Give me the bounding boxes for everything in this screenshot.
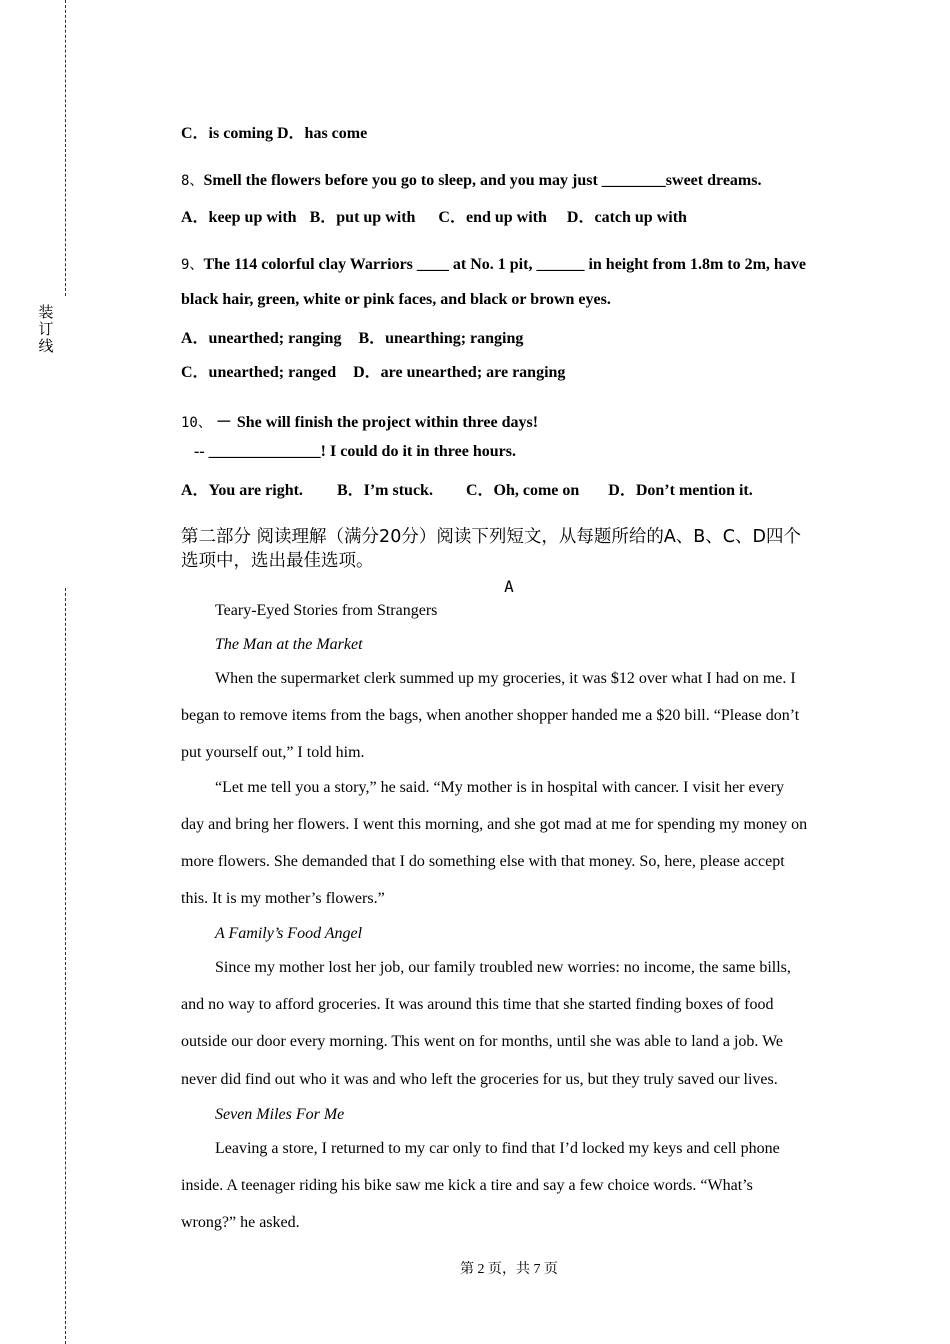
q7-options-cd: C．is coming D．has come bbox=[181, 125, 368, 142]
passage-letter: A bbox=[504, 577, 514, 596]
q9-options-ab bbox=[181, 325, 523, 348]
question-stem: The 114 colorful clay Warriors ____ at No. 1 pit, ______ in height from 1.8m to 2m, have bbox=[203, 256, 806, 273]
option-a: A．unearthed; ranging bbox=[181, 330, 342, 347]
option-c: C．end up with bbox=[438, 209, 547, 226]
paragraph-line: day and bring her flowers. I went this morning, and she got mad at me for spending my money on bbox=[181, 816, 808, 833]
binding-dashed-line-top bbox=[65, 0, 66, 296]
paragraph-line: “Let me tell you a story,” he said. “My mother is in hospital with cancer. I visit her every bbox=[215, 779, 785, 796]
question-number: 8、 bbox=[181, 173, 204, 189]
binding-char: 装 bbox=[38, 303, 54, 321]
passage-title: Teary-Eyed Stories from Strangers bbox=[215, 602, 438, 619]
paragraph-line: inside. A teenager riding his bike saw me kick a tire and say a few choice words. “What’s bbox=[181, 1177, 753, 1194]
paragraph-line: When the supermarket clerk summed up my groceries, it was $12 over what I had on me. I bbox=[215, 670, 796, 687]
option-b: B．unearthing; ranging bbox=[358, 330, 524, 347]
binding-char: 订 bbox=[38, 320, 54, 338]
story-title: The Man at the Market bbox=[215, 636, 363, 653]
paragraph-line: this. It is my mother’s flowers.” bbox=[181, 890, 385, 907]
page-footer: 第 2 页，共 7 页 bbox=[460, 1262, 558, 1277]
question-number: 9、 bbox=[181, 257, 204, 273]
q10-line2: -- ______________! I could do it in three hours. bbox=[194, 443, 516, 460]
q10-line1 bbox=[181, 409, 538, 432]
option-d: D．catch up with bbox=[566, 209, 687, 226]
story-title: A Family’s Food Angel bbox=[215, 925, 363, 942]
paragraph-line: wrong?” he asked. bbox=[181, 1214, 300, 1231]
paragraph-line: Since my mother lost her job, our family troubled new worries: no income, the same bills, bbox=[215, 959, 791, 976]
option-a: A．keep up with bbox=[181, 209, 297, 226]
paragraph-line: more flowers. She demanded that I do something else with that money. So, here, please accept bbox=[181, 853, 785, 870]
option-a: A．You are right. bbox=[181, 482, 303, 499]
q8-stem bbox=[181, 170, 761, 190]
paragraph-line: began to remove items from the bags, when another shopper handed me a $20 bill. “Please don’t bbox=[181, 707, 800, 724]
option-c: C．unearthed; ranged bbox=[181, 364, 337, 381]
section-heading-line2: 选项中，选出最佳选项。 bbox=[181, 551, 374, 571]
option-c: C．Oh, come on bbox=[465, 482, 580, 499]
section-heading bbox=[181, 525, 846, 573]
option-d: D．are unearthed; are ranging bbox=[353, 364, 566, 381]
q9-stem-line1 bbox=[181, 254, 806, 274]
q10-options bbox=[181, 477, 753, 500]
question-number: 10、 bbox=[181, 415, 212, 431]
option-b: B．I’m stuck. bbox=[336, 482, 433, 499]
q9-options-cd bbox=[181, 359, 565, 382]
section-heading-line1: 第二部分 阅读理解（满分20分）阅读下列短文，从每题所给的A、B、C、D四个 bbox=[181, 527, 802, 547]
binding-dashed-line-bottom bbox=[65, 588, 66, 1344]
option-b: B．put up with bbox=[309, 209, 416, 226]
q9-stem-line2: black hair, green, white or pink faces, and black or brown eyes. bbox=[181, 291, 611, 308]
paragraph-line: never did find out who it was and who left the groceries for us, but they truly saved our lives. bbox=[181, 1071, 778, 1088]
paragraph-line: put yourself out,” I told him. bbox=[181, 744, 365, 761]
paragraph-line: outside our door every morning. This went on for months, until she was able to land a job. We bbox=[181, 1033, 784, 1050]
story-title: Seven Miles For Me bbox=[215, 1106, 345, 1123]
question-stem: Smell the flowers before you go to sleep, and you may just ________sweet dreams. bbox=[203, 172, 762, 189]
paragraph-line: Leaving a store, I returned to my car only to find that I’d locked my keys and cell phone bbox=[215, 1140, 780, 1157]
dialogue-dash: － bbox=[215, 414, 232, 431]
binding-label bbox=[36, 304, 56, 355]
q8-options bbox=[181, 204, 687, 227]
dialogue-line: She will finish the project within three days! bbox=[236, 414, 539, 431]
binding-char: 线 bbox=[38, 337, 54, 355]
option-d: D．Don’t mention it. bbox=[608, 482, 753, 499]
paragraph-line: and no way to afford groceries. It was around this time that she started finding boxes of food bbox=[181, 996, 774, 1013]
